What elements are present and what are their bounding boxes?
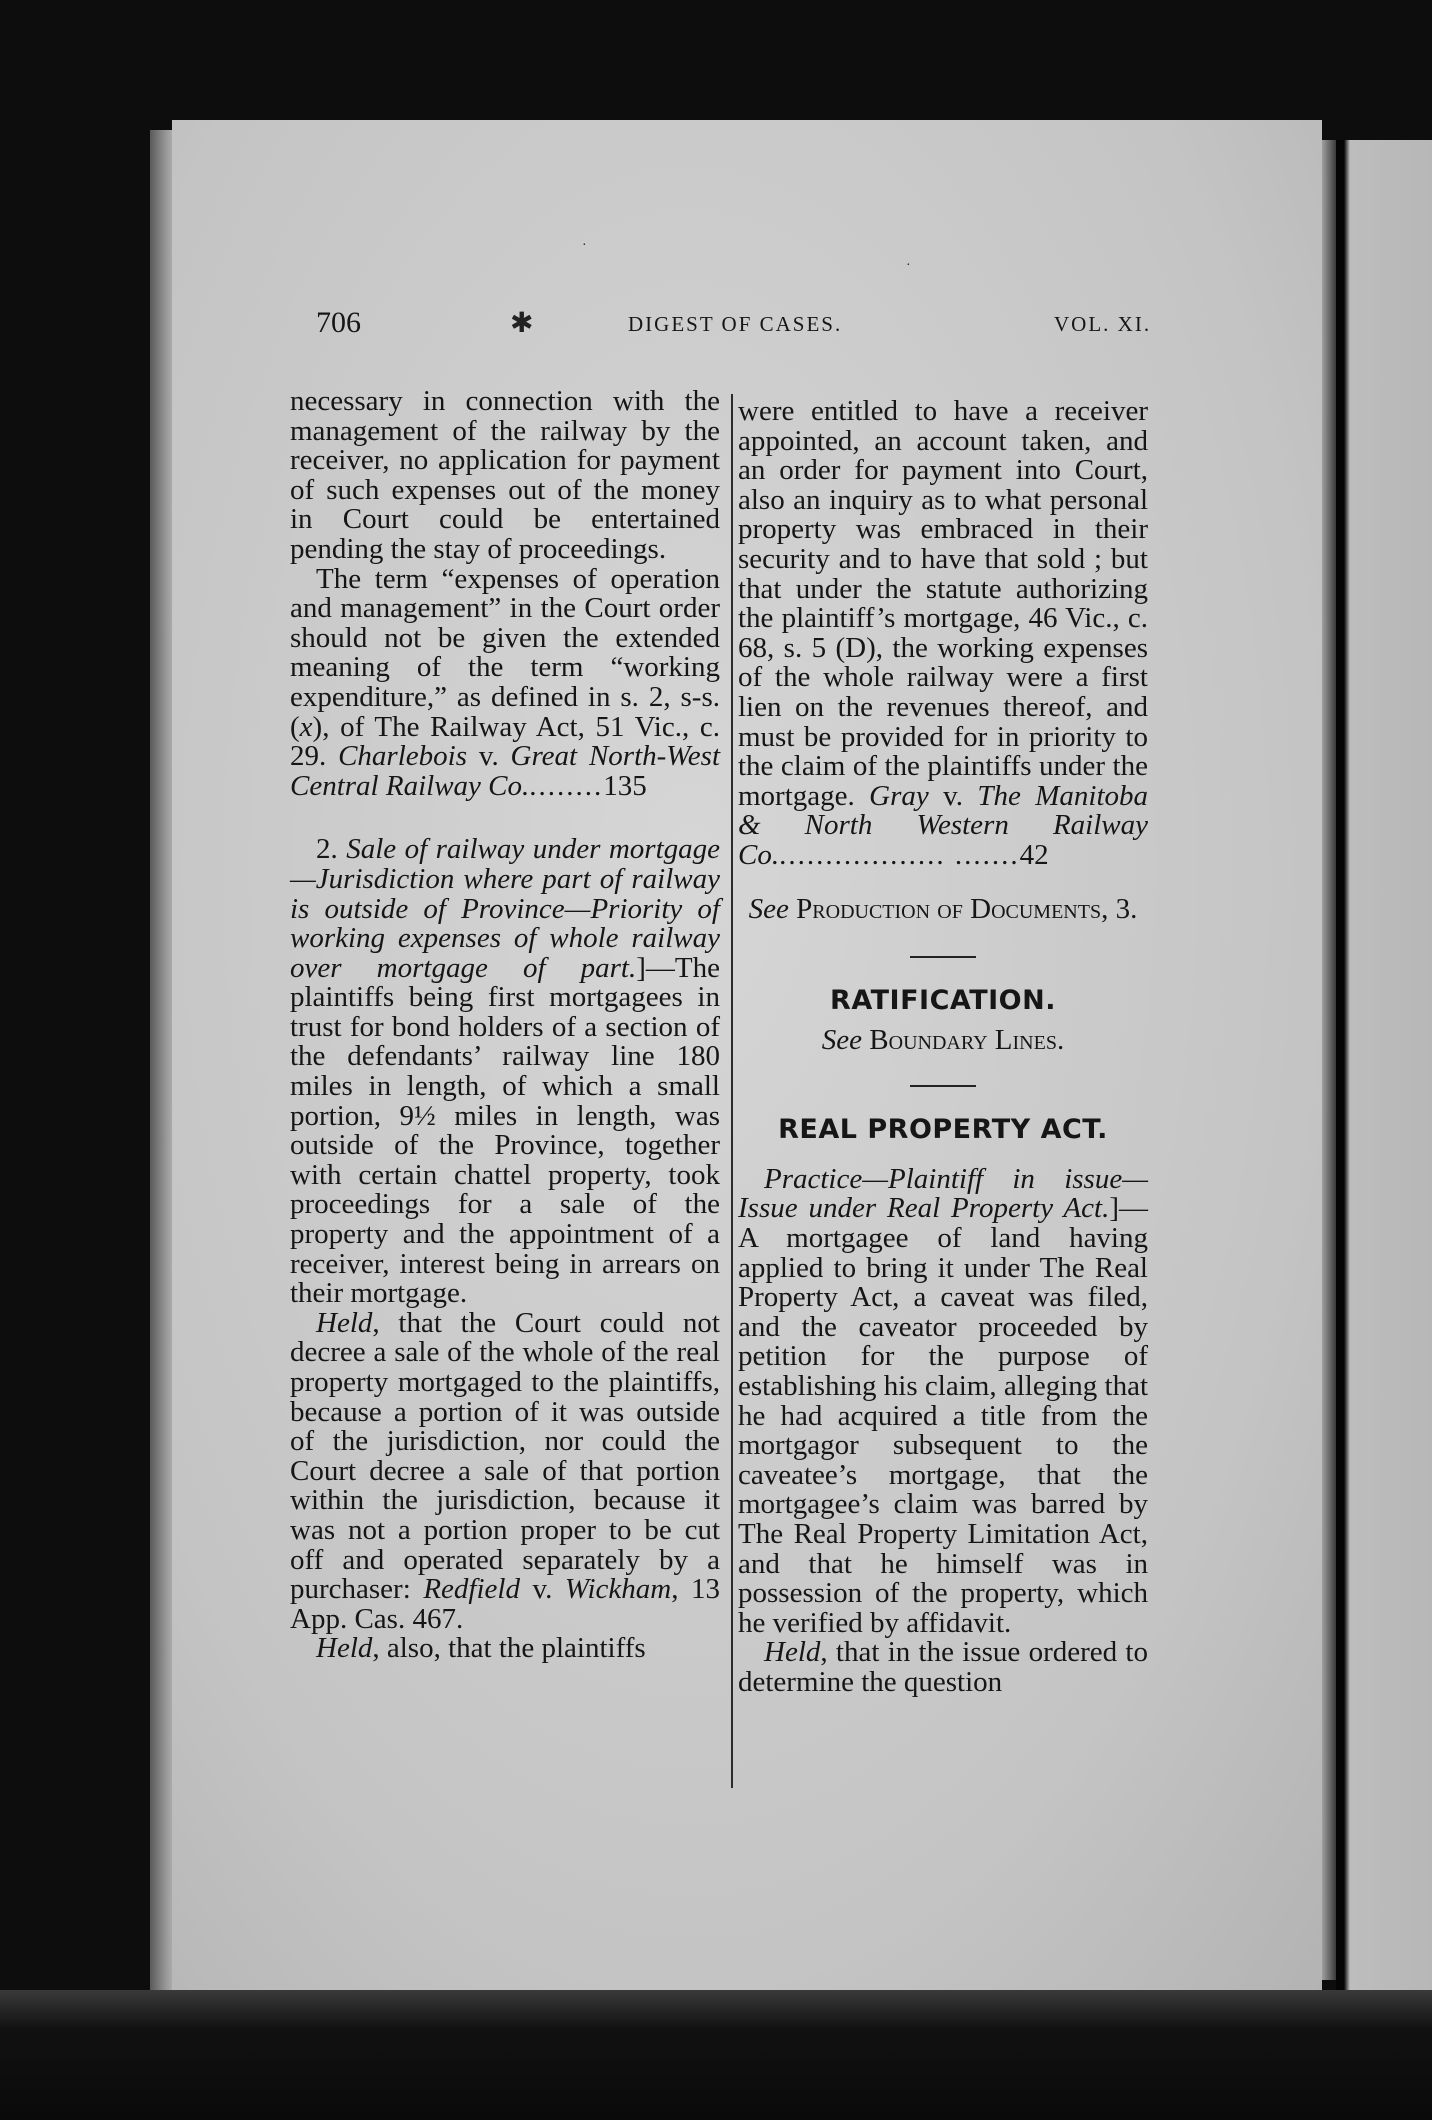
spacer: [738, 871, 1148, 895]
item-body: ]—A mortgagee of land having applied to bring it under The Real Property Act, a caveat was filed, and the caveator proceeded by petition for the purpose of establishing his claim, alleging that he had acquired a title from the mortgagor subsequent to the caveatee’s mortgage, that the mortgagee’s claim was barred by The Real Property Limitation Act, and that he himself was in possession of the property, which he verified by affidavit.: [738, 1192, 1148, 1639]
dot-leader: .................. .......: [779, 838, 1020, 871]
paragraph-text: were entitled to have a receiver appointed, an account taken, and an order for payment into Court, also an inquiry as to what personal property was embraced in their security and to have that sold ; but that under the statute authorizing the plaintiff’s mortgage, 46 Vic., c. 68, s. 5 (D), the working expenses of the whole railway were a first lien on the revenues thereof, and must be provided for in priority to the claim of the plaintiffs under the mortgage.: [738, 395, 1148, 812]
digest-item-2: [290, 835, 720, 1309]
cross-reference-target: Production of Documents, 3.: [796, 892, 1138, 925]
column-divider: [731, 394, 733, 1788]
item-number: 2.: [316, 833, 338, 866]
volume-label: VOL. XI.: [1054, 312, 1152, 336]
right-column: [738, 397, 1148, 1698]
running-title: DIGEST OF CASES.: [628, 312, 843, 336]
held-body: , that the Court could not decree a sale of the whole of the real property mortgaged to the plaintiffs, because a portion of it was outside of the jurisdiction, nor could the Court decree a sale of that portion within the jurisdiction, because it was not a portion proper to be cut off and operated separately by a purchaser:: [290, 1306, 720, 1606]
paragraph-term-definition: [290, 562, 720, 802]
citation-reference: , 13 App. Cas. 467.: [290, 1573, 721, 1635]
section-heading-ratification: RATIFICATION.: [830, 985, 1056, 1017]
held-paragraph-1: [290, 1306, 721, 1635]
held-word: Held: [316, 1632, 373, 1665]
facing-page-edge: [1336, 140, 1432, 2020]
spacer: [738, 958, 1148, 986]
cross-reference-production: [738, 892, 1148, 925]
case-party: The Manitoba & North Western Railway Co.: [738, 779, 1148, 871]
case-party: Great North-West Central Railway Co.: [290, 740, 720, 802]
item-heading: Sale of railway under mortgage—Jurisdiction where part of railway is outside of Province—Priority of working expenses of whole railway over mortgage of part.: [290, 833, 720, 984]
cross-reference-boundary: [738, 1023, 1148, 1056]
held-paragraph-2: [290, 1634, 720, 1664]
held-paragraph-3: [738, 1638, 1148, 1697]
scan-bottom-margin: [0, 1990, 1432, 2120]
left-column: [290, 387, 720, 1664]
paragraph-continuation-right: [738, 397, 1148, 871]
section-heading-real-property-act: REAL PROPERTY ACT.: [778, 1114, 1108, 1146]
page-right-shadow: [1322, 140, 1336, 1980]
ink-speck: ·: [906, 258, 911, 273]
spacer: [738, 1145, 1148, 1165]
cited-case-a: Redfield: [423, 1573, 520, 1606]
digest-item-rpa: [738, 1162, 1148, 1639]
see-word: See: [821, 1023, 863, 1056]
case-page-ref: 135: [603, 769, 647, 802]
see-word: See: [748, 892, 789, 925]
ink-blot: ✱: [510, 308, 534, 339]
spacer: [738, 1087, 1148, 1115]
case-name: Gray: [869, 779, 929, 812]
case-versus: v.: [467, 740, 511, 773]
cited-case-b: Wickham: [564, 1573, 672, 1606]
cited-versus: v.: [519, 1573, 565, 1606]
dot-leader: ........: [529, 769, 604, 802]
paragraph-continuation: necessary in connection with the management of the railway by the receiver, no application for payment of such expenses out of the money in Court could be entertained pending the stay of proceedings.: [290, 385, 720, 565]
item-body: ]—The plaintiffs being first mortgagees in trust for bond holders of a section of the defendants’ railway line 180 miles in length, of which a small portion, 9½ miles in length, was outside of the Province, together with certain chattel property, took proceedings for a sale of the property and the appointment of a receiver, interest being in arrears on their mortgage.: [290, 951, 720, 1310]
held-body: , also, that the plaintiffs: [372, 1632, 646, 1665]
held-body: , that in the issue ordered to determine the question: [738, 1636, 1148, 1698]
case-versus: v.: [928, 779, 978, 812]
page-header: [0, 306, 1432, 346]
spacer: [290, 801, 720, 835]
spacer: [738, 924, 1148, 956]
page-number: 706: [316, 306, 361, 339]
ink-speck: ·: [582, 238, 587, 253]
case-name: Charlebois: [338, 740, 467, 773]
term-text-end: ), of The Railway Act, 51 Vic., c. 29.: [290, 710, 720, 773]
term-subsection: x: [299, 710, 313, 743]
term-text-start: The term “expenses of operation and management” in the Court order should not be given the extended meaning of the term “working expenditure,” as defined in s. 2, s-s. (: [290, 562, 720, 743]
held-word: Held: [764, 1636, 821, 1669]
cross-reference-target: Boundary Lines.: [869, 1023, 1065, 1056]
spacer: [738, 1055, 1148, 1085]
item-heading: Practice—Plaintiff in issue—Issue under Real Property Act.: [738, 1162, 1148, 1225]
case-page-ref: 42: [1019, 838, 1049, 871]
held-word: Held: [316, 1306, 373, 1339]
